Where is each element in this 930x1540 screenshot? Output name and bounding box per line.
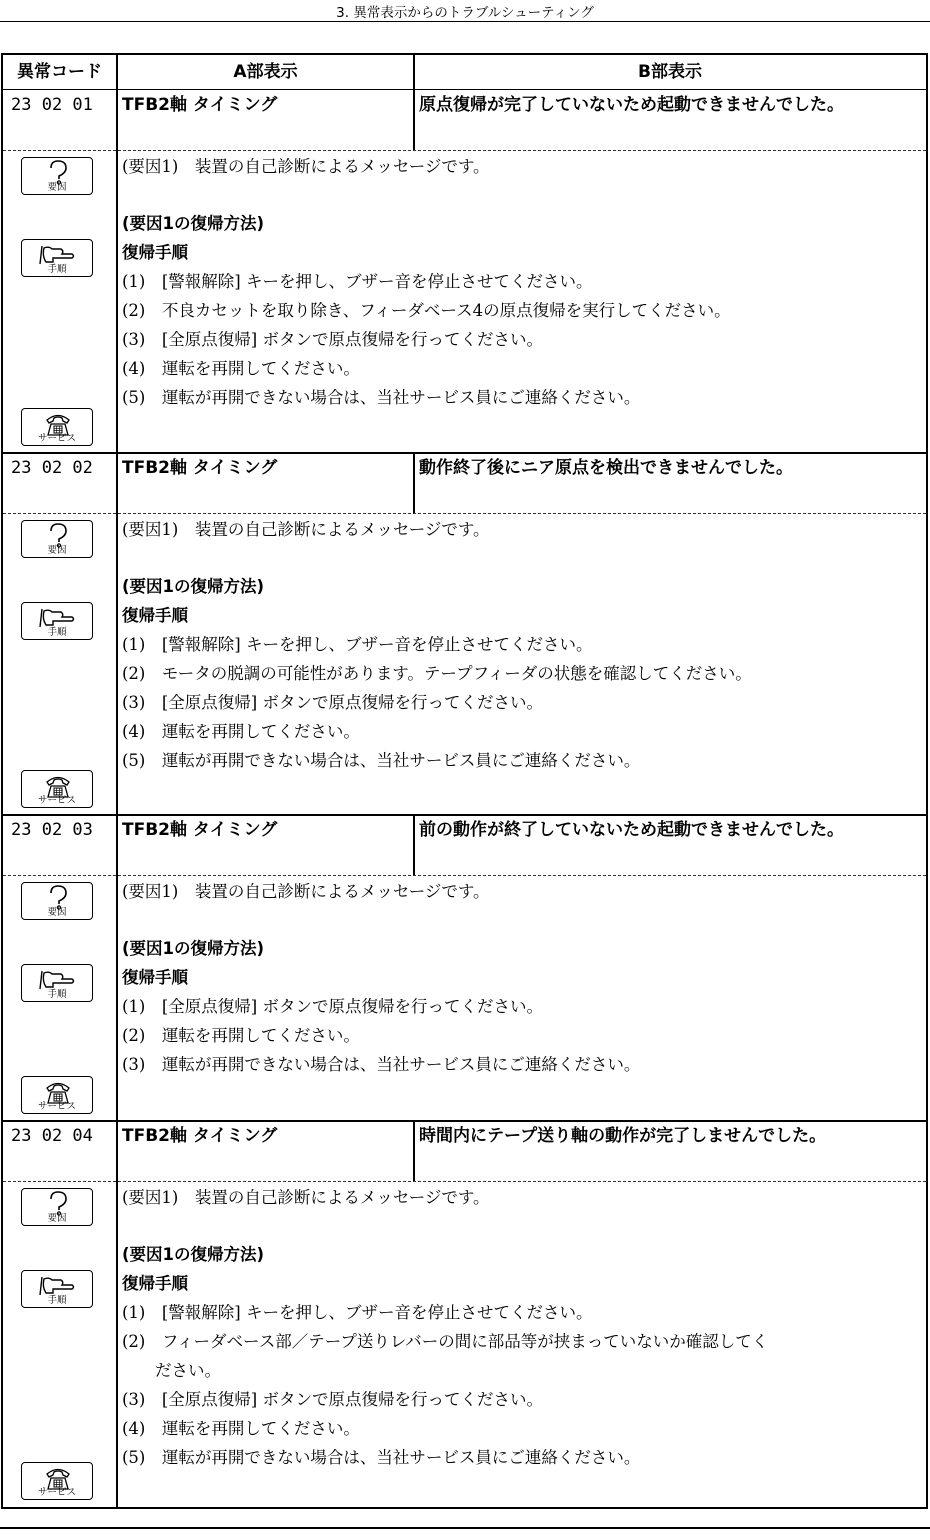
service-icon-label: サービス bbox=[37, 433, 76, 444]
procedure-step: (3) [全原点復帰] ボタンで原点復帰を行ってください。 bbox=[122, 693, 543, 712]
procedure-step: (5) 運転が再開できない場合は、当社サービス員にご連絡ください。 bbox=[122, 388, 641, 407]
procedure-title: 復帰手順 bbox=[122, 968, 188, 987]
procedure-step: (3) [全原点復帰] ボタンで原点復帰を行ってください。 bbox=[122, 1390, 543, 1409]
divider bbox=[413, 1121, 415, 1181]
procedure-title: 復帰手順 bbox=[122, 243, 188, 262]
divider bbox=[413, 55, 415, 90]
divider bbox=[413, 815, 415, 875]
recovery-title: (要因1の復帰方法) bbox=[122, 214, 265, 233]
b-display-text: 前の動作が終了していないため起動できませんでした。 bbox=[419, 820, 844, 840]
procedure-icon-label: 手順 bbox=[47, 627, 67, 638]
error-code: 23 02 02 bbox=[11, 458, 93, 478]
procedure-hand-icon bbox=[21, 1270, 93, 1308]
header-b-display: B部表示 bbox=[414, 55, 926, 90]
row-divider bbox=[3, 814, 926, 816]
service-icon-label: サービス bbox=[37, 795, 76, 806]
a-display-text: TFB2軸 タイミング bbox=[122, 820, 278, 840]
service-icon-label: サービス bbox=[37, 1487, 76, 1498]
b-display-text: 時間内にテープ送り軸の動作が完了しませんでした。 bbox=[419, 1126, 827, 1146]
header-code: 異常コード bbox=[3, 55, 116, 90]
cause-text: (要因1) 装置の自己診断によるメッセージです。 bbox=[122, 157, 490, 176]
row-divider bbox=[3, 1120, 926, 1122]
error-code: 23 02 03 bbox=[11, 820, 93, 840]
cause-icon bbox=[21, 1188, 93, 1226]
divider bbox=[116, 453, 118, 815]
error-code: 23 02 04 bbox=[11, 1126, 93, 1146]
procedure-step: (3) [全原点復帰] ボタンで原点復帰を行ってください。 bbox=[122, 330, 543, 349]
recovery-title: (要因1の復帰方法) bbox=[122, 939, 265, 958]
procedure-step: (2) 運転を再開してください。 bbox=[122, 1026, 360, 1045]
page-header-title: 3. 異常表示からのトラブルシューティング bbox=[336, 5, 594, 21]
procedure-step: (1) [全原点復帰] ボタンで原点復帰を行ってください。 bbox=[122, 997, 543, 1016]
procedure-step: (1) [警報解除] キーを押し、ブザー音を停止させてください。 bbox=[122, 272, 593, 291]
procedure-step: (5) 運転が再開できない場合は、当社サービス員にご連絡ください。 bbox=[122, 1448, 641, 1467]
footer-rule bbox=[0, 1527, 930, 1529]
procedure-step: ださい。 bbox=[122, 1361, 221, 1380]
a-display-text: TFB2軸 タイミング bbox=[122, 1126, 278, 1146]
procedure-icon-label: 手順 bbox=[47, 1295, 67, 1306]
procedure-title: 復帰手順 bbox=[122, 1274, 188, 1293]
procedure-step: (2) フィーダベース部／テープ送りレバーの間に部品等が挟まっていないか確認してく bbox=[122, 1332, 769, 1351]
cause-text: (要因1) 装置の自己診断によるメッセージです。 bbox=[122, 520, 490, 539]
divider bbox=[413, 90, 415, 150]
dashed-separator bbox=[3, 1181, 926, 1182]
a-display-text: TFB2軸 タイミング bbox=[122, 95, 278, 115]
error-code: 23 02 01 bbox=[11, 95, 93, 115]
procedure-icon-label: 手順 bbox=[47, 989, 67, 1000]
header-a-display: A部表示 bbox=[118, 55, 413, 90]
service-phone-icon bbox=[21, 1462, 93, 1500]
dashed-separator bbox=[3, 875, 926, 876]
recovery-title: (要因1の復帰方法) bbox=[122, 577, 265, 596]
cause-icon-label: 要因 bbox=[47, 1213, 67, 1224]
alarm-table bbox=[1, 53, 928, 1509]
divider bbox=[116, 55, 118, 90]
cause-text: (要因1) 装置の自己診断によるメッセージです。 bbox=[122, 1188, 490, 1207]
dashed-separator bbox=[3, 513, 926, 514]
divider bbox=[116, 1121, 118, 1507]
cause-icon bbox=[21, 157, 93, 195]
procedure-hand-icon bbox=[21, 602, 93, 640]
service-icon-label: サービス bbox=[37, 1101, 76, 1112]
service-phone-icon bbox=[21, 770, 93, 808]
a-display-text: TFB2軸 タイミング bbox=[122, 458, 278, 478]
divider bbox=[413, 453, 415, 513]
service-phone-icon bbox=[21, 1076, 93, 1114]
cause-icon bbox=[21, 882, 93, 920]
dashed-separator bbox=[3, 150, 926, 151]
procedure-step: (1) [警報解除] キーを押し、ブザー音を停止させてください。 bbox=[122, 635, 593, 654]
cause-icon-label: 要因 bbox=[47, 907, 67, 918]
procedure-icon-label: 手順 bbox=[47, 264, 67, 275]
row-divider bbox=[3, 452, 926, 454]
b-display-text: 動作終了後にニア原点を検出できませんでした。 bbox=[419, 458, 793, 478]
divider bbox=[116, 815, 118, 1121]
procedure-hand-icon bbox=[21, 239, 93, 277]
procedure-step: (2) モータの脱調の可能性があります。テープフィーダの状態を確認してください。 bbox=[122, 664, 752, 683]
b-display-text: 原点復帰が完了していないため起動できませんでした。 bbox=[419, 95, 844, 115]
cause-text: (要因1) 装置の自己診断によるメッセージです。 bbox=[122, 882, 490, 901]
procedure-step: (4) 運転を再開してください。 bbox=[122, 722, 360, 741]
divider bbox=[116, 90, 118, 453]
page-header bbox=[0, 0, 930, 22]
procedure-step: (3) 運転が再開できない場合は、当社サービス員にご連絡ください。 bbox=[122, 1055, 641, 1074]
cause-icon bbox=[21, 520, 93, 558]
recovery-title: (要因1の復帰方法) bbox=[122, 1245, 265, 1264]
cause-icon-label: 要因 bbox=[47, 182, 67, 193]
procedure-step: (1) [警報解除] キーを押し、ブザー音を停止させてください。 bbox=[122, 1303, 593, 1322]
procedure-step: (2) 不良カセットを取り除き、フィーダベース4の原点復帰を実行してください。 bbox=[122, 301, 731, 320]
procedure-step: (4) 運転を再開してください。 bbox=[122, 359, 360, 378]
procedure-hand-icon bbox=[21, 964, 93, 1002]
procedure-step: (5) 運転が再開できない場合は、当社サービス員にご連絡ください。 bbox=[122, 751, 641, 770]
procedure-title: 復帰手順 bbox=[122, 606, 188, 625]
service-phone-icon bbox=[21, 408, 93, 446]
cause-icon-label: 要因 bbox=[47, 545, 67, 556]
procedure-step: (4) 運転を再開してください。 bbox=[122, 1419, 360, 1438]
